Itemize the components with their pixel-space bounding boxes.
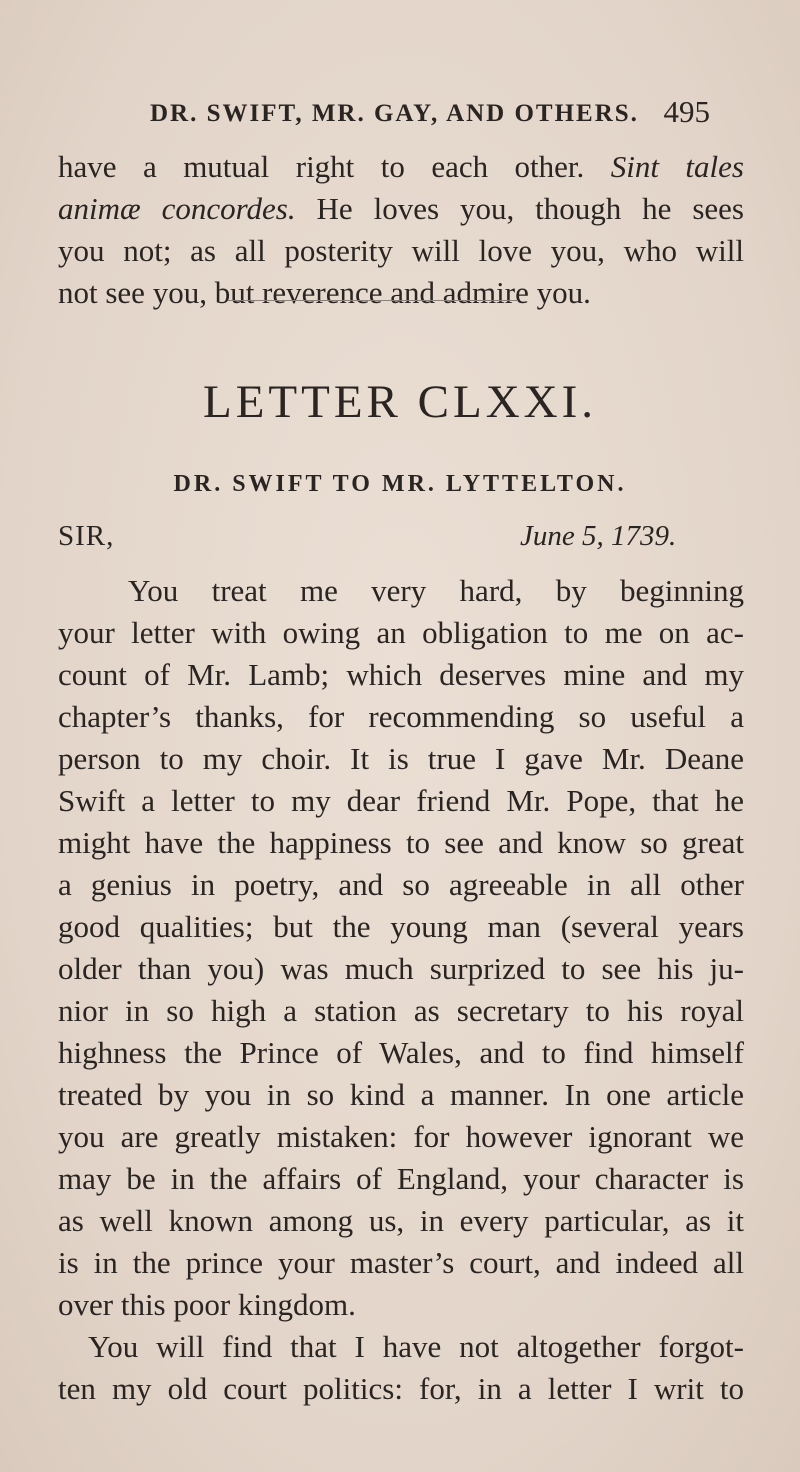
letter-body-line: good qualities; but the young man (several years — [58, 909, 744, 944]
letter-body-line: you are greatly mistaken: for however ignorant we — [58, 1119, 744, 1154]
letter-body-line: is in the prince your master’s court, and indeed all — [58, 1245, 744, 1280]
letter-body-line: Swift a letter to my dear friend Mr. Pope, that he — [58, 783, 744, 818]
letter-body-line: chapter’s thanks, for recommending so useful a — [58, 699, 744, 734]
letter-body-line: over this poor kingdom. — [58, 1287, 356, 1322]
letter-body-line: nior in so high a station as secretary to his royal — [58, 993, 744, 1028]
letter-body-line: a genius in poetry, and so agreeable in all other — [58, 867, 744, 902]
text-line: have a mutual right to each other. Sint tales — [58, 149, 744, 184]
running-head — [150, 94, 710, 140]
salutation: SIR, — [58, 520, 115, 552]
letter-body-line: person to my choir. It is true I gave Mr. Deane — [58, 741, 744, 776]
letter-body-line: may be in the affairs of England, your character is — [58, 1161, 744, 1196]
letter-date: June 5, 1739. — [520, 520, 677, 552]
page-number: 495 — [663, 94, 710, 129]
letter-body-line: might have the happiness to see and know so great — [58, 825, 744, 860]
letter-heading: LETTER CLXXI. — [203, 376, 597, 428]
text-line: not see you, but reverence and admire you. — [58, 275, 591, 310]
letter-body-line: highness the Prince of Wales, and to find himself — [58, 1035, 744, 1070]
letter-body-line: treated by you in so kind a manner. In one article — [58, 1077, 744, 1112]
letter-body-line: count of Mr. Lamb; which deserves mine and my — [58, 657, 744, 692]
text-line: you not; as all posterity will love you, who will — [58, 233, 744, 268]
section-divider — [228, 300, 518, 301]
salutation-row — [58, 520, 744, 560]
text-line: animæ concordes. He loves you, though he sees — [58, 191, 744, 226]
continued-paragraph — [58, 146, 744, 314]
letter-body-line: as well known among us, in every particular, as it — [58, 1203, 744, 1238]
letter-body-line: You treat me very hard, by beginning — [128, 573, 744, 608]
letter-subheading: DR. SWIFT TO MR. LYTTELTON. — [173, 471, 627, 497]
letter-body-line: your letter with owing an obligation to me on ac- — [58, 615, 744, 650]
letter-body-line: older than you) was much surprized to see his ju- — [58, 951, 744, 986]
letter-body — [58, 570, 744, 1410]
letter-body-line: You will find that I have not altogether forgot- — [88, 1329, 744, 1364]
running-head-title: DR. SWIFT, MR. GAY, AND OTHERS. — [150, 100, 639, 127]
letter-body-line: ten my old court politics: for, in a letter I writ to — [58, 1371, 744, 1406]
